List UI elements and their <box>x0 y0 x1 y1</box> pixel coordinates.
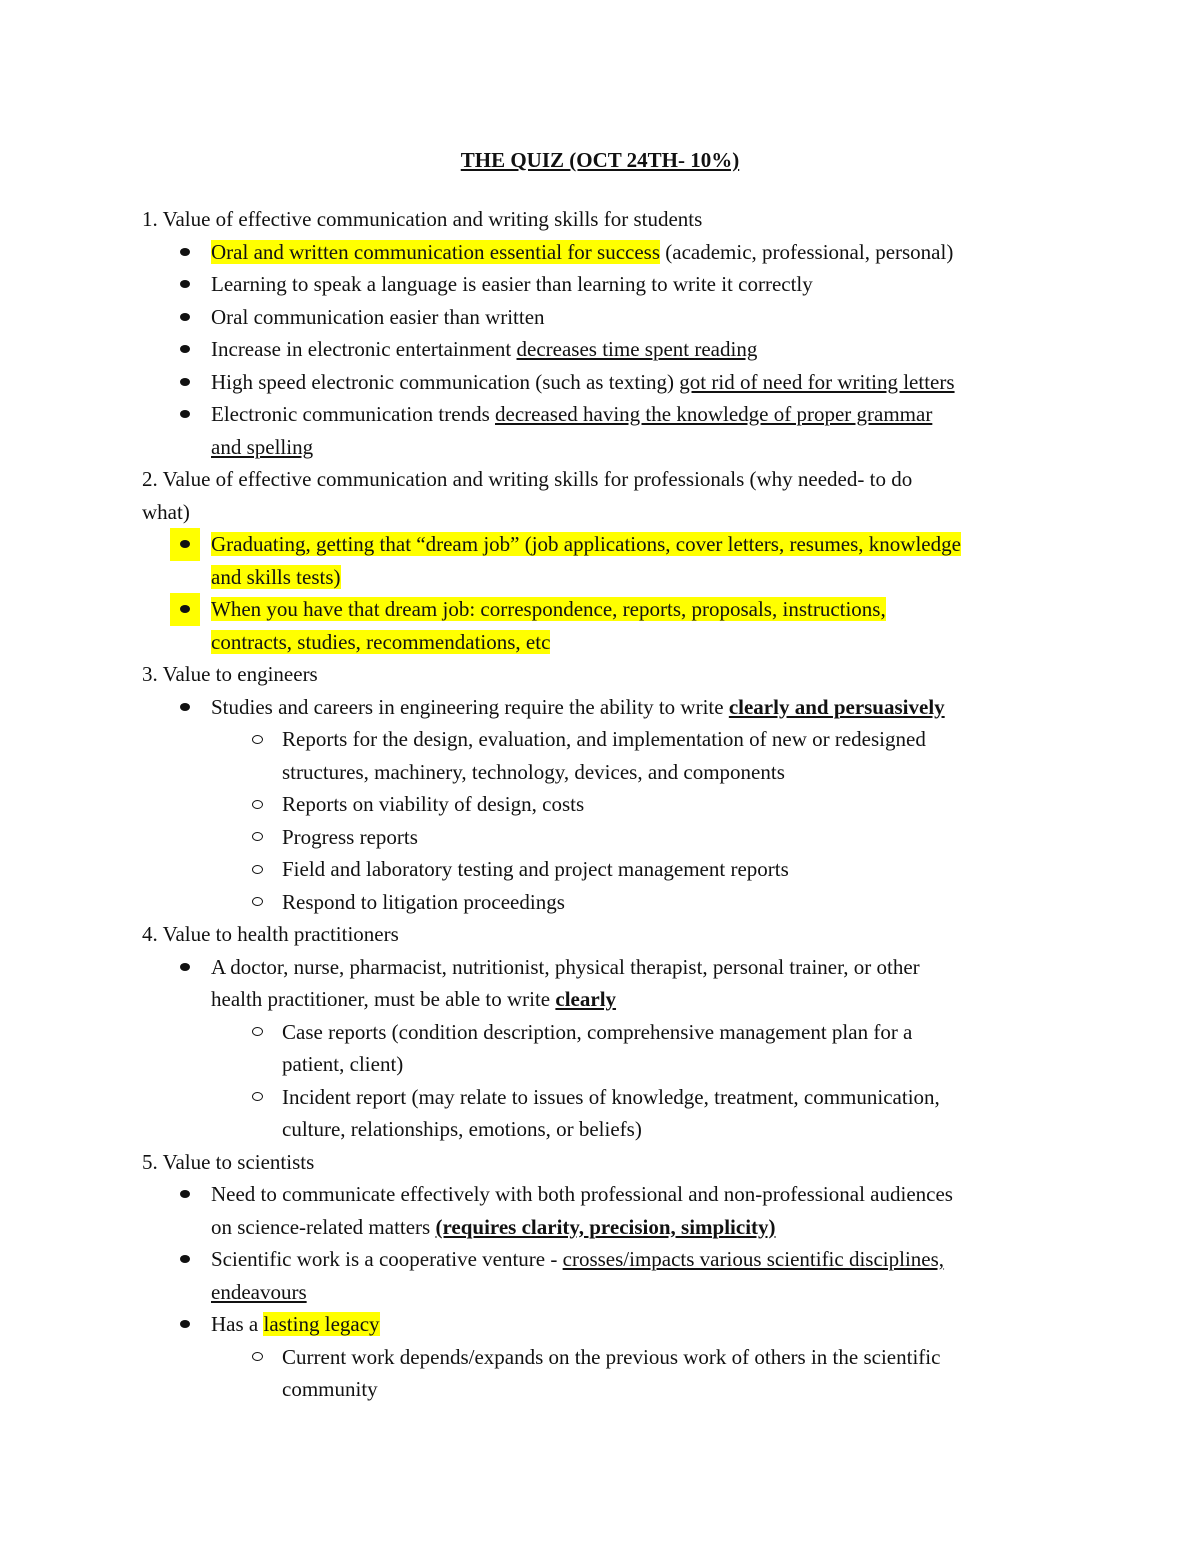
list-item-text: Scientific work is a cooperative venture - <box>211 1247 563 1271</box>
list-item <box>142 366 1062 399</box>
sub-list-item-text: Reports on viability of design, costs <box>282 792 585 816</box>
list-item-text: Has a <box>211 1312 264 1336</box>
highlighted-text: contracts, studies, recommendations, etc <box>211 629 551 654</box>
list-item-continuation <box>142 1276 1062 1309</box>
list-item <box>142 951 1062 984</box>
bullet-icon <box>170 236 200 269</box>
underlined-text: crosses/impacts various scientific disciplines, <box>562 1247 945 1271</box>
bullet-icon <box>170 333 200 366</box>
underlined-text: decreased having the knowledge of proper grammar <box>495 402 933 426</box>
list-item-text: A doctor, nurse, pharmacist, nutritionist, physical therapist, personal trainer, or other <box>211 954 920 979</box>
section-1-heading: 1. Value of effective communication and writing skills for students <box>142 207 703 231</box>
sub-list-item-text: Progress reports <box>282 824 418 849</box>
document-body <box>142 203 1062 1406</box>
circle-bullet-icon <box>242 821 272 854</box>
list-item-text: Increase in electronic entertainment <box>211 337 517 361</box>
circle-bullet-icon <box>242 723 272 756</box>
list-item-text: on science-related matters <box>211 1214 436 1239</box>
list-item <box>142 268 1062 301</box>
bold-underlined-text: (requires clarity, precision, simplicity) <box>435 1214 776 1239</box>
bullet-icon <box>170 1243 200 1276</box>
sub-list-item-text: Incident report (may relate to issues of knowledge, treatment, communication, <box>282 1084 940 1109</box>
bullet-icon <box>170 528 200 561</box>
sub-list-item-continuation: patient, client) <box>282 1052 404 1076</box>
list-item-continuation <box>142 983 1062 1016</box>
sub-list-item-continuation: community <box>282 1377 378 1401</box>
list-item-continuation <box>142 561 1062 594</box>
list-item-text: Need to communicate effectively with both professional and non-professional audiences <box>211 1182 953 1206</box>
circle-bullet-icon <box>242 1341 272 1374</box>
sub-list-item <box>142 886 1062 919</box>
circle-bullet-icon <box>242 1081 272 1114</box>
sub-list-item-text: Respond to litigation proceedings <box>282 889 565 914</box>
sub-list-item <box>142 1016 1062 1049</box>
list-item-continuation <box>142 626 1062 659</box>
circle-bullet-icon <box>242 886 272 919</box>
sub-list-item <box>142 821 1062 854</box>
list-item-continuation <box>142 1211 1062 1244</box>
circle-bullet-icon <box>242 788 272 821</box>
bold-underlined-text: clearly <box>555 987 617 1011</box>
list-item-text: (academic, professional, personal) <box>660 239 954 264</box>
underlined-text: got rid of need for writing letters <box>679 369 955 394</box>
list-item <box>142 236 1062 269</box>
underlined-text: decreases time spent reading <box>516 337 758 361</box>
sub-list-item <box>142 853 1062 886</box>
list-item <box>142 528 1062 561</box>
section-4-heading: 4. Value to health practitioners <box>142 922 399 946</box>
highlighted-text: When you have that dream job: correspondence, reports, proposals, instructions, <box>211 597 886 621</box>
section-5-heading: 5. Value to scientists <box>142 1149 315 1174</box>
list-item <box>142 593 1062 626</box>
sub-list-item <box>142 1081 1062 1114</box>
circle-bullet-icon <box>242 853 272 886</box>
bullet-icon <box>170 268 200 301</box>
circle-bullet-icon <box>242 1016 272 1049</box>
list-item <box>142 1178 1062 1211</box>
list-item <box>142 398 1062 431</box>
bullet-icon <box>170 1308 200 1341</box>
list-item-continuation <box>142 431 1062 464</box>
bold-underlined-text: clearly and persuasively <box>728 694 945 719</box>
sub-list-item-text: Field and laboratory testing and project management reports <box>282 857 789 881</box>
list-item <box>142 1308 1062 1341</box>
sub-list-item <box>142 723 1062 756</box>
bullet-icon <box>170 366 200 399</box>
list-item-text: Electronic communication trends <box>211 402 495 426</box>
list-item <box>142 301 1062 334</box>
highlighted-text: and skills tests) <box>211 564 341 589</box>
bullet-icon <box>170 691 200 724</box>
bullet-icon <box>170 951 200 984</box>
list-item <box>142 1243 1062 1276</box>
sub-list-item <box>142 1341 1062 1374</box>
sub-list-item-text: Case reports (condition description, comprehensive management plan for a <box>282 1019 913 1044</box>
list-item <box>142 333 1062 366</box>
highlighted-text: Oral and written communication essential for success <box>211 239 661 264</box>
highlighted-text: Graduating, getting that “dream job” (job applications, cover letters, resumes, knowledge <box>211 532 961 556</box>
list-item-text: High speed electronic communication (such as texting) <box>211 369 680 394</box>
list-item-text: Learning to speak a language is easier than learning to write it correctly <box>211 272 813 296</box>
sub-list-item-text: Reports for the design, evaluation, and implementation of new or redesigned <box>282 727 926 751</box>
bullet-icon <box>170 593 200 626</box>
list-item-text: Studies and careers in engineering require the ability to write <box>211 694 729 719</box>
sub-list-item-continuation: structures, machinery, technology, devices, and components <box>282 759 785 784</box>
underlined-text: and spelling <box>211 434 314 459</box>
section-2-heading-continuation: what) <box>142 499 190 524</box>
list-item-text: Oral communication easier than written <box>211 304 545 329</box>
sub-list-item <box>142 788 1062 821</box>
underlined-text: endeavours <box>211 1279 307 1304</box>
page-title: THE QUIZ (OCT 24TH- 10%) <box>460 148 740 172</box>
bullet-icon <box>170 1178 200 1211</box>
section-2-heading: 2. Value of effective communication and writing skills for professionals (why needed- to do <box>142 467 913 491</box>
bullet-icon <box>170 301 200 334</box>
bullet-icon <box>170 398 200 431</box>
sub-list-item-continuation: culture, relationships, emotions, or beliefs) <box>282 1117 642 1141</box>
highlighted-text: lasting legacy <box>263 1312 380 1336</box>
sub-list-item-text: Current work depends/expands on the previous work of others in the scientific <box>282 1344 941 1369</box>
list-item-text: health practitioner, must be able to write <box>211 987 556 1011</box>
section-3-heading: 3. Value to engineers <box>142 662 318 686</box>
list-item <box>142 691 1062 724</box>
